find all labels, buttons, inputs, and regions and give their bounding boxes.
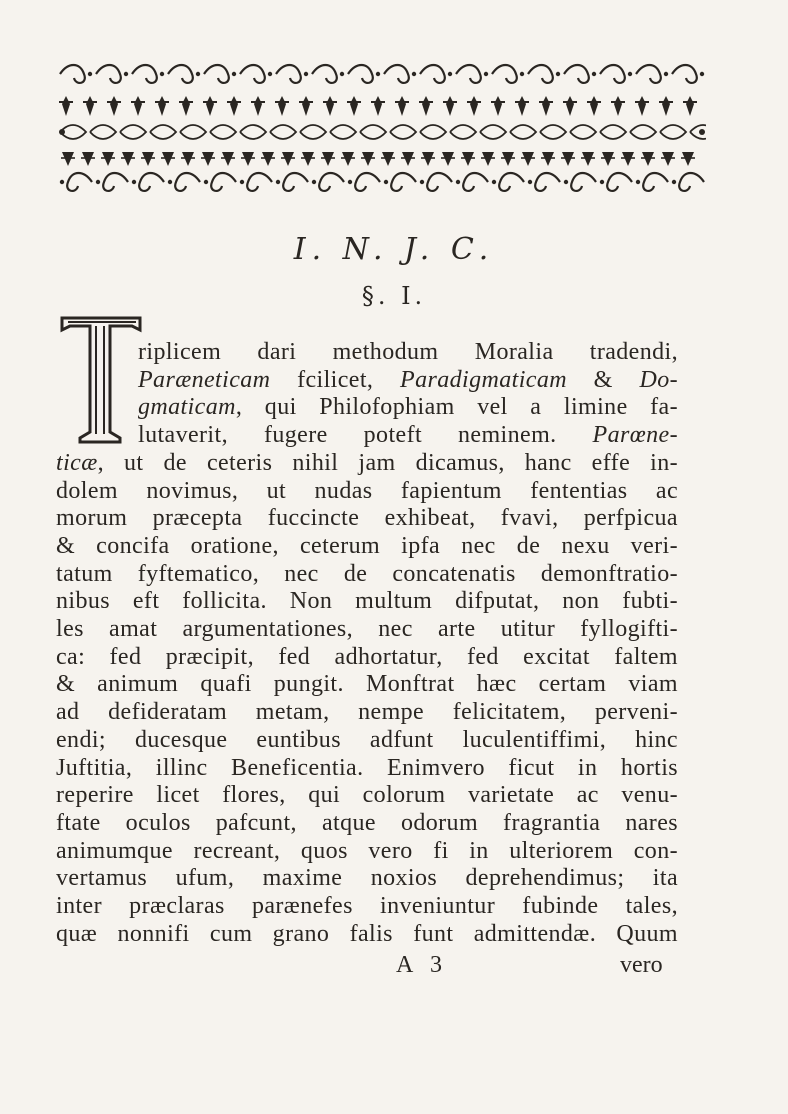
text-line: quæ nonnifi cum grano falis funt admittendæ. Quum	[56, 920, 678, 947]
text-line	[138, 366, 678, 394]
text-line: tatum fyftematico, nec de concatenatis demonftratio-	[56, 560, 678, 587]
dropcap-letter	[58, 312, 144, 444]
text-line: morum præcepta fuccincte exhibeat, fvavi, perfpicua	[56, 505, 678, 532]
text-run: gmaticam	[138, 394, 236, 421]
text-line	[138, 393, 678, 421]
ornament-band-1	[58, 60, 706, 88]
text-run: , qui Philofophiam vel a limine fa-	[235, 394, 678, 421]
text-line: ftate oculos pafcunt, atque odorum fragrantia nares	[56, 809, 678, 836]
ornament-band-4	[58, 144, 706, 172]
text-line: & concifa oratione, ceterum ipfa nec de nexu veri-	[56, 532, 678, 559]
text-line: animumque recreant, quos vero fi in ulteriorem con-	[56, 837, 678, 864]
text-line: ad defideratam metam, nempe felicitatem, perveni-	[56, 699, 678, 726]
text-line: reperire licet flores, qui colorum varietate ac venu-	[56, 782, 678, 809]
text-run: fcilicet,	[270, 366, 401, 393]
text-run: Paradigmaticam	[400, 366, 567, 393]
text-line: inter præclaras parænefes inveniuntur fubinde tales,	[56, 893, 678, 919]
text-line: dolem novimus, ut nudas fapientum fententias ac	[56, 477, 678, 504]
text-run: Parœne-	[592, 422, 678, 449]
text-run: lutaverit, fugere poteft neminem.	[138, 422, 593, 449]
text-line: riplicem dari methodum Moralia tradendi,	[138, 339, 678, 365]
text-line	[56, 449, 678, 477]
text-run: , ut de ceteris nihil jam dicamus, hanc effe in-	[97, 449, 678, 476]
ornament-band-2	[58, 92, 706, 120]
catchword: vero	[620, 952, 663, 978]
text-run: ticæ	[56, 449, 98, 476]
ornament-band-5	[58, 170, 706, 198]
text-run: &	[566, 366, 640, 393]
text-line: les amat argumentationes, nec arte utitur fyllogifti-	[56, 616, 678, 642]
text-line: ca: fed præcipit, fed adhortatur, fed excitat faltem	[56, 643, 678, 670]
text-line: & animum quafi pungit. Monftrat hæc certam viam	[56, 671, 678, 698]
text-run: Paræneticam	[138, 366, 271, 393]
text-run: Do-	[639, 366, 678, 393]
text-line: nibus eft follicita. Non multum difputat, non fubti-	[56, 588, 678, 615]
section-mark: §. I.	[361, 282, 427, 310]
text-line: endi; ducesque euntibus adfunt luculentiffimi, hinc	[56, 726, 678, 753]
text-line: vertamus ufum, maxime noxios deprehendimus; ita	[56, 865, 678, 892]
text-line: Juftitia, illinc Beneficentia. Enimvero ficut in hortis	[56, 754, 678, 781]
signature-mark: A 3	[396, 952, 449, 978]
page-heading: I. N. J. C.	[293, 232, 495, 267]
text-line	[138, 421, 678, 449]
